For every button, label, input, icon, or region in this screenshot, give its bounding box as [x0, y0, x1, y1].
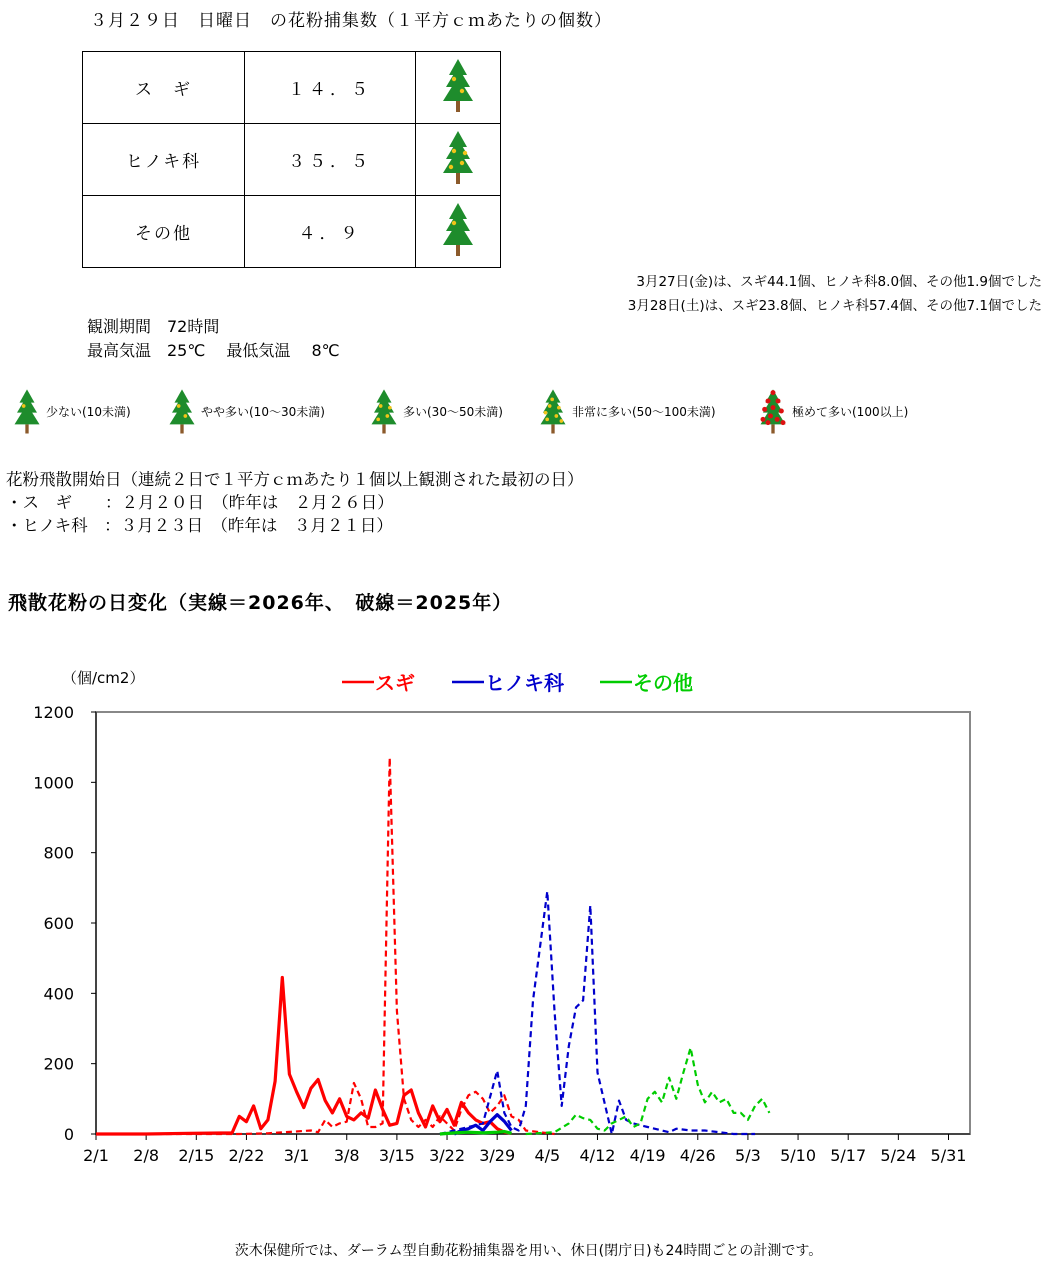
pollen-count-hinoki: ３５．５ [245, 124, 416, 196]
legend-label: 多い(30～50未満) [403, 404, 503, 419]
tree-many-icon [369, 387, 399, 435]
x-tick-label: 2/15 [178, 1146, 215, 1165]
pollen-type-sugi: ス ギ [83, 52, 245, 124]
pollen-count-sugi: １４．５ [245, 52, 416, 124]
y-tick-label: 0 [63, 1125, 74, 1144]
start-dates-heading: 花粉飛散開始日（連続２日で１平方ｃｍあたり１個以上観測された最初の日） [6, 470, 584, 489]
y-tick-label: 1200 [33, 703, 74, 722]
y-tick-label: 200 [43, 1054, 74, 1074]
legend-label: やや多い(10～30未満) [201, 404, 325, 419]
legend-series-label: スギ [375, 671, 415, 695]
series-line-2025-dashed [440, 891, 755, 1134]
x-tick-label: 3/29 [479, 1146, 516, 1165]
x-tick-label: 3/8 [333, 1146, 360, 1165]
tree-slightly-many-icon [416, 52, 501, 124]
x-tick-label: 2/1 [83, 1146, 109, 1165]
observation-info [87, 315, 340, 363]
series-line-2025-dashed [96, 758, 555, 1134]
start-date-sugi: ・ス ギ ：２月２０日 （昨年は ２月２６日） [6, 493, 394, 512]
table-row [83, 196, 501, 268]
series-line-2025-dashed [526, 1048, 770, 1134]
tree-slightly-many-icon [167, 387, 197, 435]
plot-area-frame [96, 712, 970, 1134]
legend-item [534, 385, 716, 437]
pollen-count-table [82, 51, 501, 268]
chart-lines [96, 758, 769, 1134]
pollen-start-dates [6, 468, 584, 537]
x-tick-label: 4/5 [534, 1146, 561, 1165]
pollen-line-chart [0, 650, 1057, 1220]
x-tick-label: 3/22 [429, 1146, 466, 1165]
pollen-type-hinoki: ヒノキ科 [83, 124, 245, 196]
page-title: ３月２９日 日曜日 の花粉捕集数（１平方ｃｍあたりの個数） [90, 11, 612, 31]
x-tick-label: 3/15 [378, 1146, 415, 1165]
observation-period: 観測期間 72時間 [87, 317, 220, 336]
y-tick-label: 600 [43, 914, 74, 933]
tree-many-icon [416, 124, 501, 196]
tree-few-icon [12, 387, 42, 435]
x-tick-label: 4/26 [679, 1146, 716, 1165]
tree-extremely-many-icon [758, 387, 788, 435]
legend-item [365, 385, 503, 437]
y-tick-label: 800 [43, 843, 74, 863]
x-tick-label: 2/22 [228, 1146, 265, 1165]
series-legend [342, 671, 693, 695]
x-tick-label: 5/3 [735, 1146, 761, 1165]
tree-few-icon [416, 196, 501, 268]
temperature: 最高気温 25℃ 最低気温 8℃ [87, 341, 340, 360]
tree-very-many-icon [538, 387, 568, 435]
y-tick-label: 400 [43, 984, 74, 1004]
table-row [83, 52, 501, 124]
x-tick-label: 2/8 [133, 1146, 160, 1165]
x-tick-label: 3/1 [283, 1146, 310, 1165]
x-tick-label: 4/12 [579, 1146, 616, 1165]
x-tick-label: 5/10 [780, 1146, 817, 1165]
previous-day-note: 3月27日(金)は、スギ44.1個、ヒノキ科8.0個、その他1.9個でした [636, 274, 1042, 290]
x-tick-label: 5/24 [880, 1146, 917, 1165]
x-tick-label: 5/17 [830, 1146, 867, 1165]
legend-series-label: ヒノキ科 [485, 671, 564, 695]
series-line-2026-solid [96, 978, 512, 1135]
legend-item [8, 385, 131, 437]
x-tick-label: 4/19 [629, 1146, 666, 1165]
start-date-hinoki: ・ヒノキ科 ：３月２３日 （昨年は ３月２１日） [6, 516, 393, 535]
y-axis-label: （個/cm2） [62, 669, 145, 687]
legend-label: 非常に多い(50～100未満) [572, 404, 716, 419]
y-tick-label: 1000 [33, 773, 74, 793]
table-row [83, 124, 501, 196]
legend-label: 少ない(10未満) [46, 404, 131, 419]
previous-day-note: 3月28日(土)は、スギ23.8個、ヒノキ科57.4個、その他7.1個でした [627, 298, 1042, 314]
x-tick-label: 5/31 [930, 1146, 967, 1165]
legend-series-label: その他 [633, 671, 693, 695]
pollen-count-other: ４．９ [245, 196, 416, 268]
legend-label: 極めて多い(100以上) [792, 404, 909, 419]
pollen-type-other: その他 [83, 196, 245, 268]
legend-item [163, 385, 325, 437]
legend-item [754, 385, 908, 437]
chart-title: 飛散花粉の日変化（実線＝2026年、 破線＝2025年） [8, 592, 513, 614]
footer-note: 茨木保健所では、ダーラム型自動花粉捕集器を用い、休日(閉庁日)も24時間ごとの計測です。 [234, 1243, 823, 1259]
